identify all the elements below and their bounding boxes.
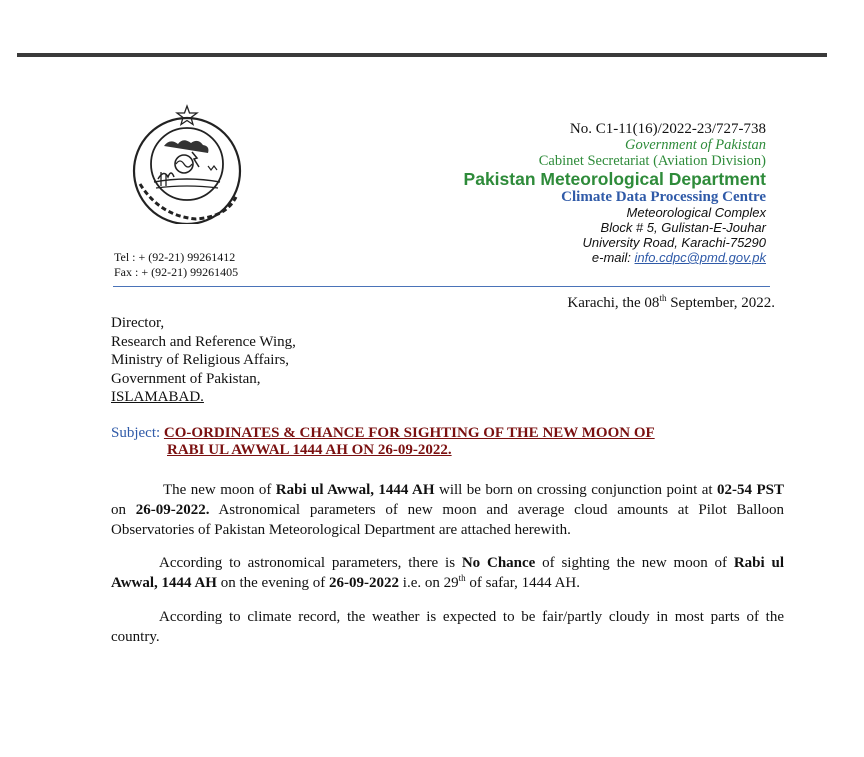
p2-text-g: i.e. on 29 [399,575,459,591]
pmd-logo [128,104,246,224]
email-label: e-mail: [591,250,635,265]
addressee-city [111,388,296,407]
p1-text-e: on [111,502,136,518]
addressee-block [111,314,296,407]
reference-number: No. C1-11(16)/2022-23/727-738 [569,121,766,137]
p1-text-g: Astronomical parameters of new moon and average cloud amounts at Pilot Balloon Observatories of Pakistan Meteorological Department are attached herewith. [111,502,784,538]
addressee-line-3: Ministry of Religious Affairs, [111,352,290,368]
fax: Fax : + (92-21) 99261405 [114,265,239,279]
p1-text-a: The new moon of [163,482,276,498]
email-line [464,250,766,265]
telephone: Tel : + (92-21) 99261412 [114,250,236,264]
date-rest: September, 2022. [666,295,775,311]
p2-text-e: on the evening of [216,575,330,591]
paragraph-2 [111,553,784,593]
address-line-2: Block # 5, Gulistan-E-Jouhar [600,220,766,235]
subject-line-2: RABI UL AWWAL 1444 AH ON 26-09-2022. [167,442,452,458]
subject-block [111,425,655,459]
addressee-line-1: Director, [111,315,165,331]
letterhead-block [464,121,766,265]
addressee-line-4: Government of Pakistan, [111,370,261,387]
department-name: Pakistan Meteorological Department [463,169,766,189]
p2-text-c: of sighting the new moon of [535,555,734,571]
address-line-1: Meteorological Complex [626,205,766,220]
date-prefix: Karachi, the 08 [567,295,660,311]
email-link[interactable]: info.cdpc@pmd.gov.pk [634,250,766,265]
top-border-rule [17,53,827,57]
p2-text-a: According to astronomical parameters, there is [159,555,462,571]
letter-date [567,295,775,312]
p2-text-i: of safar, 1444 AH. [465,575,581,591]
subject-label: Subject: [111,425,164,441]
cabinet-secretariat: Cabinet Secretariat (Aviation Division) [538,153,766,169]
centre-name: Climate Data Processing Centre [561,189,766,205]
p2-month-bold: Rabi ul Awwal, 1444 AH [111,555,784,591]
paragraph-3: According to climate record, the weather is expected to be fair/partly cloudy in most parts of the country. [111,609,784,645]
p2-chance-bold: No Chance [461,555,536,571]
p1-date-bold: 26-09-2022. [135,502,210,518]
paragraph-1 [111,480,784,540]
addressee-city-text: ISLAMABAD. [111,389,204,405]
addressee-line-2: Research and Reference Wing, [111,333,296,350]
p1-month-bold: Rabi ul Awwal, 1444 AH [275,482,435,498]
contact-block [114,250,238,280]
p1-time-bold: 02-54 PST [717,482,784,498]
government-name: Government of Pakistan [625,137,766,153]
address-line-3: University Road, Karachi-75290 [582,235,766,250]
p1-text-c: will be born on crossing conjunction point at [434,482,718,498]
subject-line-1: CO-ORDINATES & CHANCE FOR SIGHTING OF THE NEW MOON OF [163,425,655,441]
date-ordinal-suffix: th [659,293,667,303]
header-divider [113,286,770,287]
p2-ordinal-suffix: th [458,573,466,583]
p2-date-bold: 26-09-2022 [329,575,400,591]
